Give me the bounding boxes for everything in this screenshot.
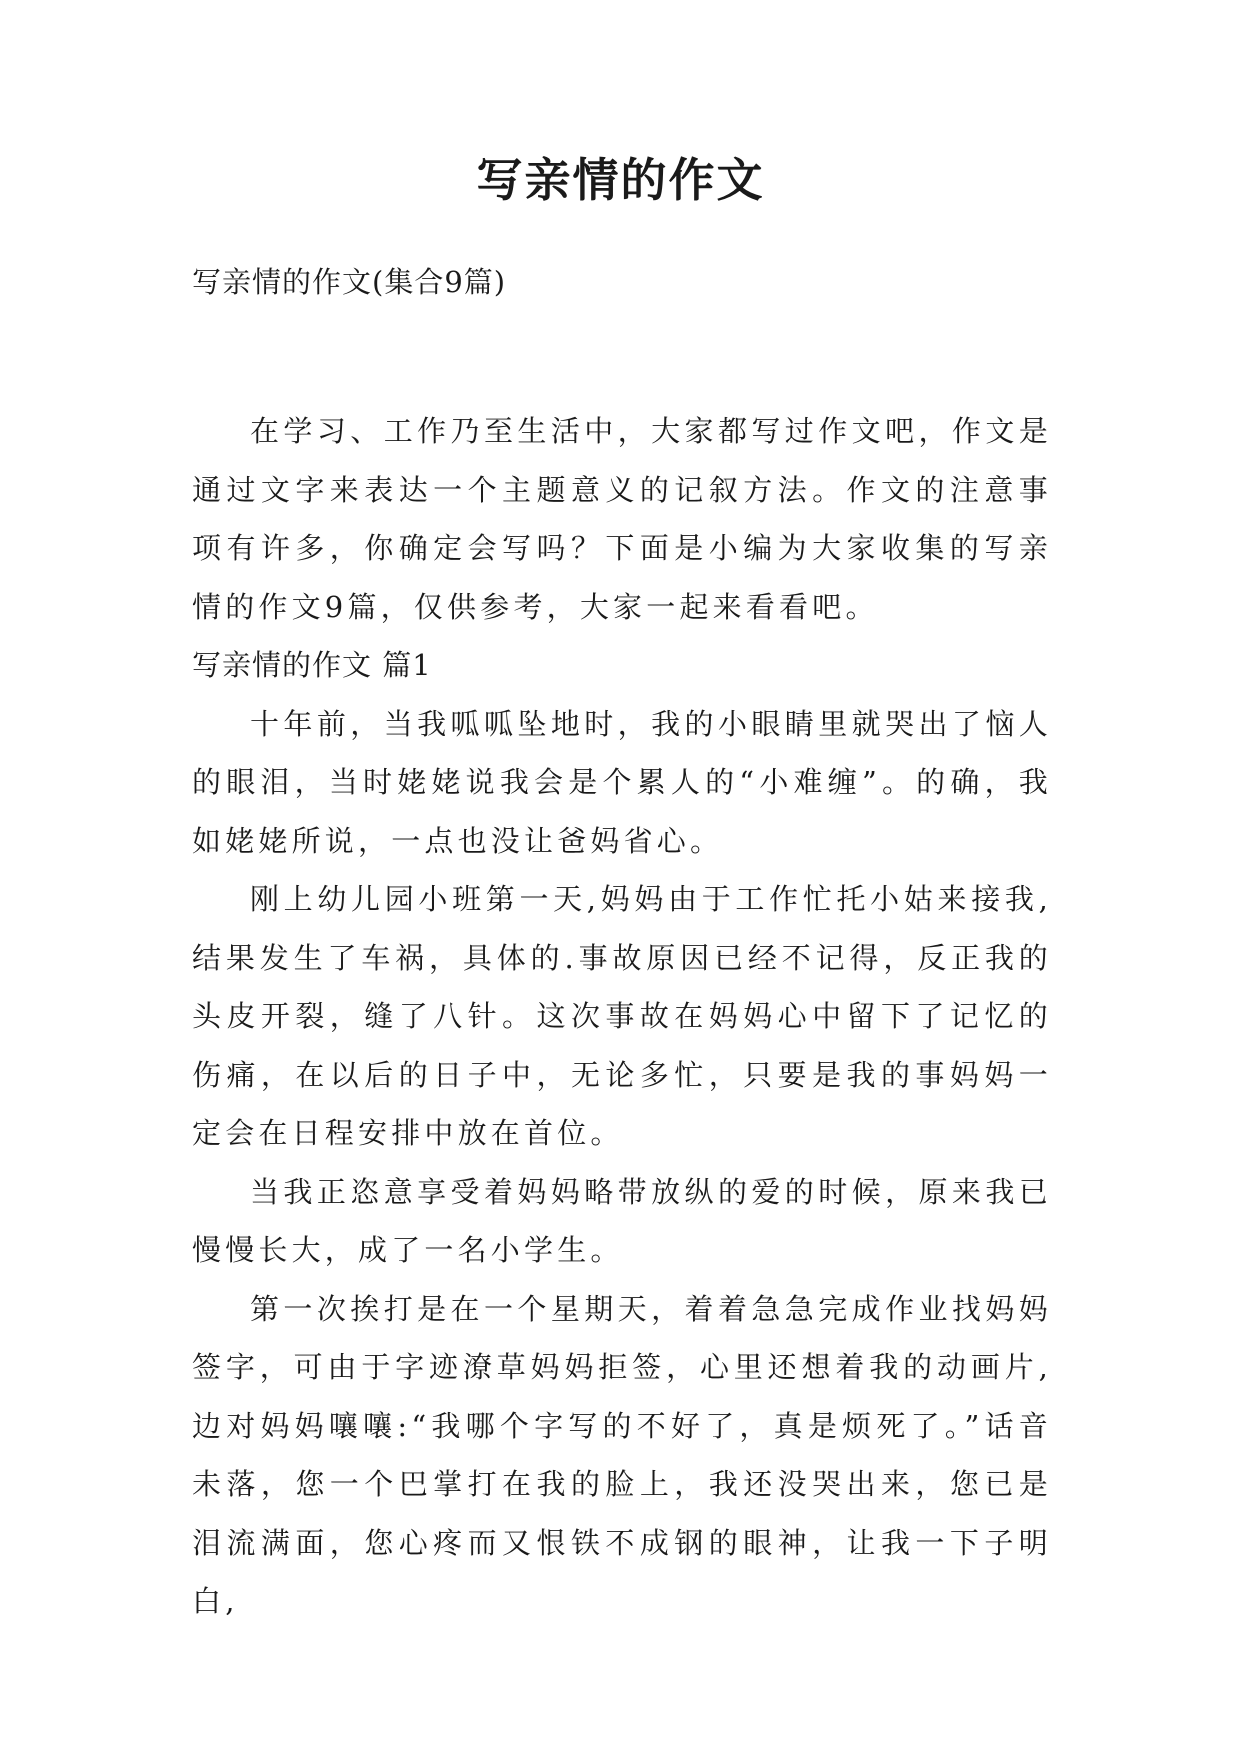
- document-body: [192, 402, 1052, 1631]
- intro-paragraph: 在学习、工作乃至生活中，大家都写过作文吧，作文是通过文字来表达一个主题意义的记叙方法。作文的注意事项有许多，你确定会写吗？下面是小编为大家收集的写亲情的作文9篇，仅供参考，大家一起来看看吧。: [192, 414, 1052, 624]
- page-title: 写亲情的作文: [476, 153, 765, 207]
- body-paragraph: 当我正恣意享受着妈妈略带放纵的爱的时候，原来我已慢慢长大，成了一名小学生。: [192, 1174, 1052, 1267]
- document-subtitle: 写亲情的作文(集合9篇): [192, 265, 507, 299]
- body-paragraph: 刚上幼儿园小班第一天,妈妈由于工作忙托小姑来接我,结果发生了车祸，具体的.事故原因已经不记得，反正我的头皮开裂，缝了八针。这次事故在妈妈心中留下了记忆的伤痛，在以后的日子中，无论多忙，只要是我的事妈妈一定会在日程安排中放在首位。: [192, 882, 1052, 1150]
- body-paragraph: 十年前，当我呱呱坠地时，我的小眼睛里就哭出了恼人的眼泪，当时姥姥说我会是个累人的“小难缠”。的确，我如姥姥所说，一点也没让爸妈省心。: [192, 706, 1052, 858]
- section-heading: 写亲情的作文 篇1: [192, 648, 432, 682]
- body-paragraph: 第一次挨打是在一个星期天，着着急急完成作业找妈妈签字，可由于字迹潦草妈妈拒签，心里还想着我的动画片,边对妈妈嚷嚷:“我哪个字写的不好了，真是烦死了。”话音未落，您一个巴掌打在我的脸上，我还没哭出来，您已是泪流满面，您心疼而又恨铁不成钢的眼神，让我一下子明白,: [192, 1291, 1052, 1618]
